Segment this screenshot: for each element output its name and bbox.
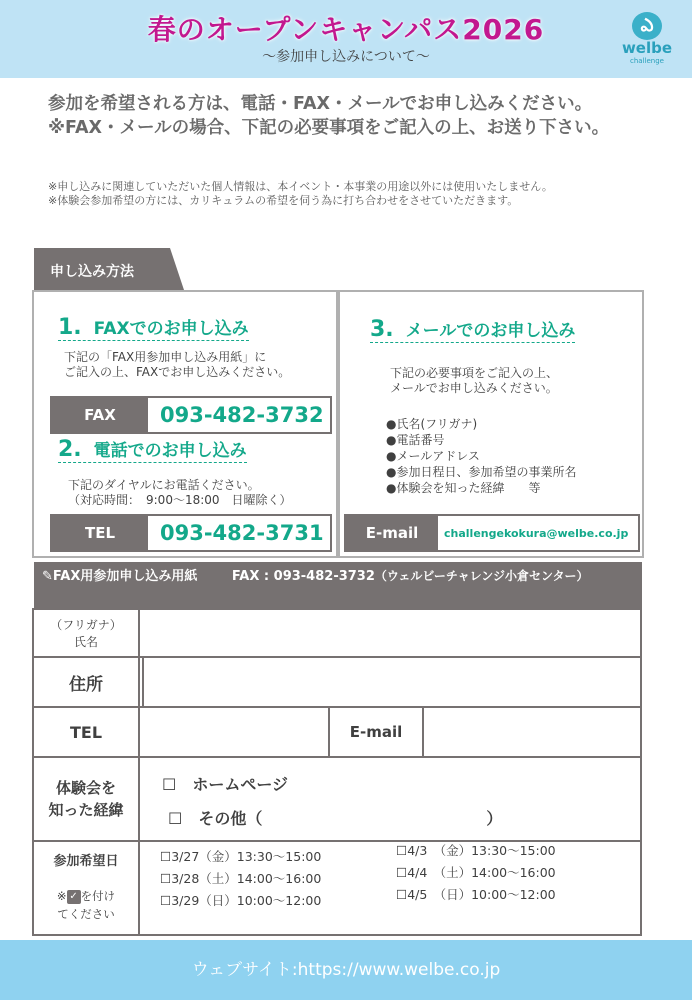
email-label-cell: [328, 706, 424, 758]
source-label-line-2: 知った経緯: [48, 801, 124, 819]
mail-heading-text: メールでのお申し込み: [405, 321, 576, 341]
mail-text: [390, 366, 558, 396]
fax-form-title-bar: [34, 562, 642, 608]
dates-note-line-2: てください: [57, 907, 115, 921]
pencil-icon: ✎: [42, 569, 53, 584]
welbe-logo: [612, 12, 682, 74]
dates-column-1: [160, 848, 321, 909]
checkbox-date[interactable]: ☐4/5 （日）10:00～12:00: [396, 887, 556, 902]
fax-heading-text: FAXでのお申し込み: [93, 319, 249, 339]
dates-note-mark: ※: [56, 889, 67, 903]
intro-line-2: ※FAX・メールの場合、下記の必要事項をご記入の上、お送り下さい。: [48, 118, 610, 138]
tel-label-cell: [32, 706, 140, 758]
fax-number-box: [50, 396, 332, 434]
tel-number: 093-482-3731: [160, 521, 324, 545]
method-tab: 申し込み方法: [34, 248, 170, 290]
mail-text-line-1: 下記の必要事項をご記入の上、: [390, 366, 559, 380]
tel-text: [68, 478, 292, 508]
email-form-label: E-mail: [349, 723, 403, 741]
address-label-cell: [32, 656, 140, 708]
email-field[interactable]: [422, 706, 642, 758]
dates-label: 参加希望日: [53, 854, 119, 869]
tel-step-number: 2.: [58, 437, 82, 462]
fax-label: FAX: [52, 398, 148, 432]
fax-text-line-2: ご記入の上、FAXでお申し込みください。: [64, 365, 291, 379]
tel-text-line-2: （対応時間： 9:00～18:00 日曜除く）: [68, 493, 292, 507]
notes: [48, 180, 648, 208]
dates-column-2: [396, 842, 556, 903]
name-label-cell: [32, 608, 140, 658]
mail-text-line-2: メールでお申し込みください。: [390, 381, 558, 395]
source-label-cell: [32, 756, 140, 842]
tel-number-box: [50, 514, 332, 552]
dates-note: [57, 887, 115, 923]
source-options: [138, 756, 642, 842]
check-icon: ✓: [67, 890, 81, 904]
mail-step-number: 3.: [370, 317, 394, 342]
list-item: ●氏名(フリガナ): [386, 417, 478, 431]
logo-subtext: challenge: [630, 57, 664, 65]
checkbox-homepage[interactable]: ☐ ホームページ: [162, 775, 289, 794]
list-item: ●体験会を知った経緯 等: [386, 481, 541, 495]
note-trial: ※体験会参加希望の方には、カリキュラムの希望を伺う為に打ち合わせをさせていただきます。: [48, 194, 519, 207]
tel-form-label: TEL: [69, 722, 103, 742]
fax-step-number: 1.: [58, 315, 82, 340]
intro-text: [48, 92, 668, 140]
logo-name: welbe: [621, 39, 673, 57]
fax-text-line-1: 下記の「FAX用参加申し込み用紙」に: [64, 350, 267, 364]
checkbox-other[interactable]: ☐ その他（ ）: [168, 809, 503, 828]
checkbox-date[interactable]: ☐3/29（日）10:00～12:00: [160, 893, 322, 908]
intro-line-1: 参加を希望される方は、電話・FAX・メールでお申し込みください。: [48, 94, 593, 114]
fax-form-center: （ウェルビーチャレンジ小倉センター）: [374, 569, 589, 583]
footer-label: ウェブサイト: [191, 960, 292, 980]
list-item: ●メールアドレス: [386, 449, 480, 463]
email-address[interactable]: challengekokura@welbe.co.jp: [444, 526, 629, 540]
footer: [0, 940, 692, 1000]
panel-mail: [338, 290, 644, 558]
mail-required-list: [386, 416, 576, 496]
dates-label-cell: [32, 840, 140, 936]
list-item: ●電話番号: [386, 433, 445, 447]
list-item: ●参加日程日、参加希望の事業所名: [386, 465, 577, 479]
checkbox-date[interactable]: ☐4/3 （金）13:30～15:00: [396, 843, 556, 858]
checkbox-date[interactable]: ☐3/28（土）14:00～16:00: [160, 871, 322, 886]
fax-heading: [58, 314, 249, 341]
fax-number: 093-482-3732: [160, 403, 324, 427]
page-title: 春のオープンキャンパス2026: [147, 13, 545, 46]
fax-form-number: FAX : 093-482-3732: [231, 569, 375, 584]
mail-heading: [370, 316, 575, 343]
tel-field[interactable]: [138, 706, 330, 758]
application-form: [32, 608, 642, 936]
checkbox-date[interactable]: ☐3/27（金）13:30～15:00: [160, 849, 322, 864]
name-field[interactable]: [138, 608, 642, 658]
panel-fax-tel: [32, 290, 338, 558]
page-subtitle: ～参加申し込みについて～: [262, 49, 430, 65]
address-label: 住所: [69, 674, 103, 695]
tel-label: TEL: [52, 516, 148, 550]
website-link[interactable]: :https://www.welbe.co.jp: [291, 960, 501, 980]
note-privacy: ※申し込みに関連していただいた個人情報は、本イベント・本事業の用途以外には使用いたしません。: [48, 180, 553, 193]
tel-heading-text: 電話でのお申し込み: [93, 441, 247, 461]
furigana-label: （フリガナ）: [50, 618, 122, 632]
dates-options: [138, 840, 642, 936]
dates-note-line-1: を付け: [80, 889, 116, 903]
checkbox-date[interactable]: ☐4/4 （土）14:00～16:00: [396, 865, 556, 880]
address-field[interactable]: [142, 656, 642, 708]
email-label: E-mail: [346, 516, 438, 550]
email-box: [344, 514, 640, 552]
tel-heading: [58, 436, 247, 463]
fax-form-title: FAX用参加申し込み用紙: [52, 569, 198, 584]
source-label-line-1: 体験会を: [55, 779, 116, 797]
welbe-logo-icon: ఎ: [632, 12, 662, 40]
name-label: 氏名: [73, 635, 98, 649]
fax-text: [64, 350, 290, 380]
tel-text-line-1: 下記のダイヤルにお電話ください。: [68, 478, 260, 492]
